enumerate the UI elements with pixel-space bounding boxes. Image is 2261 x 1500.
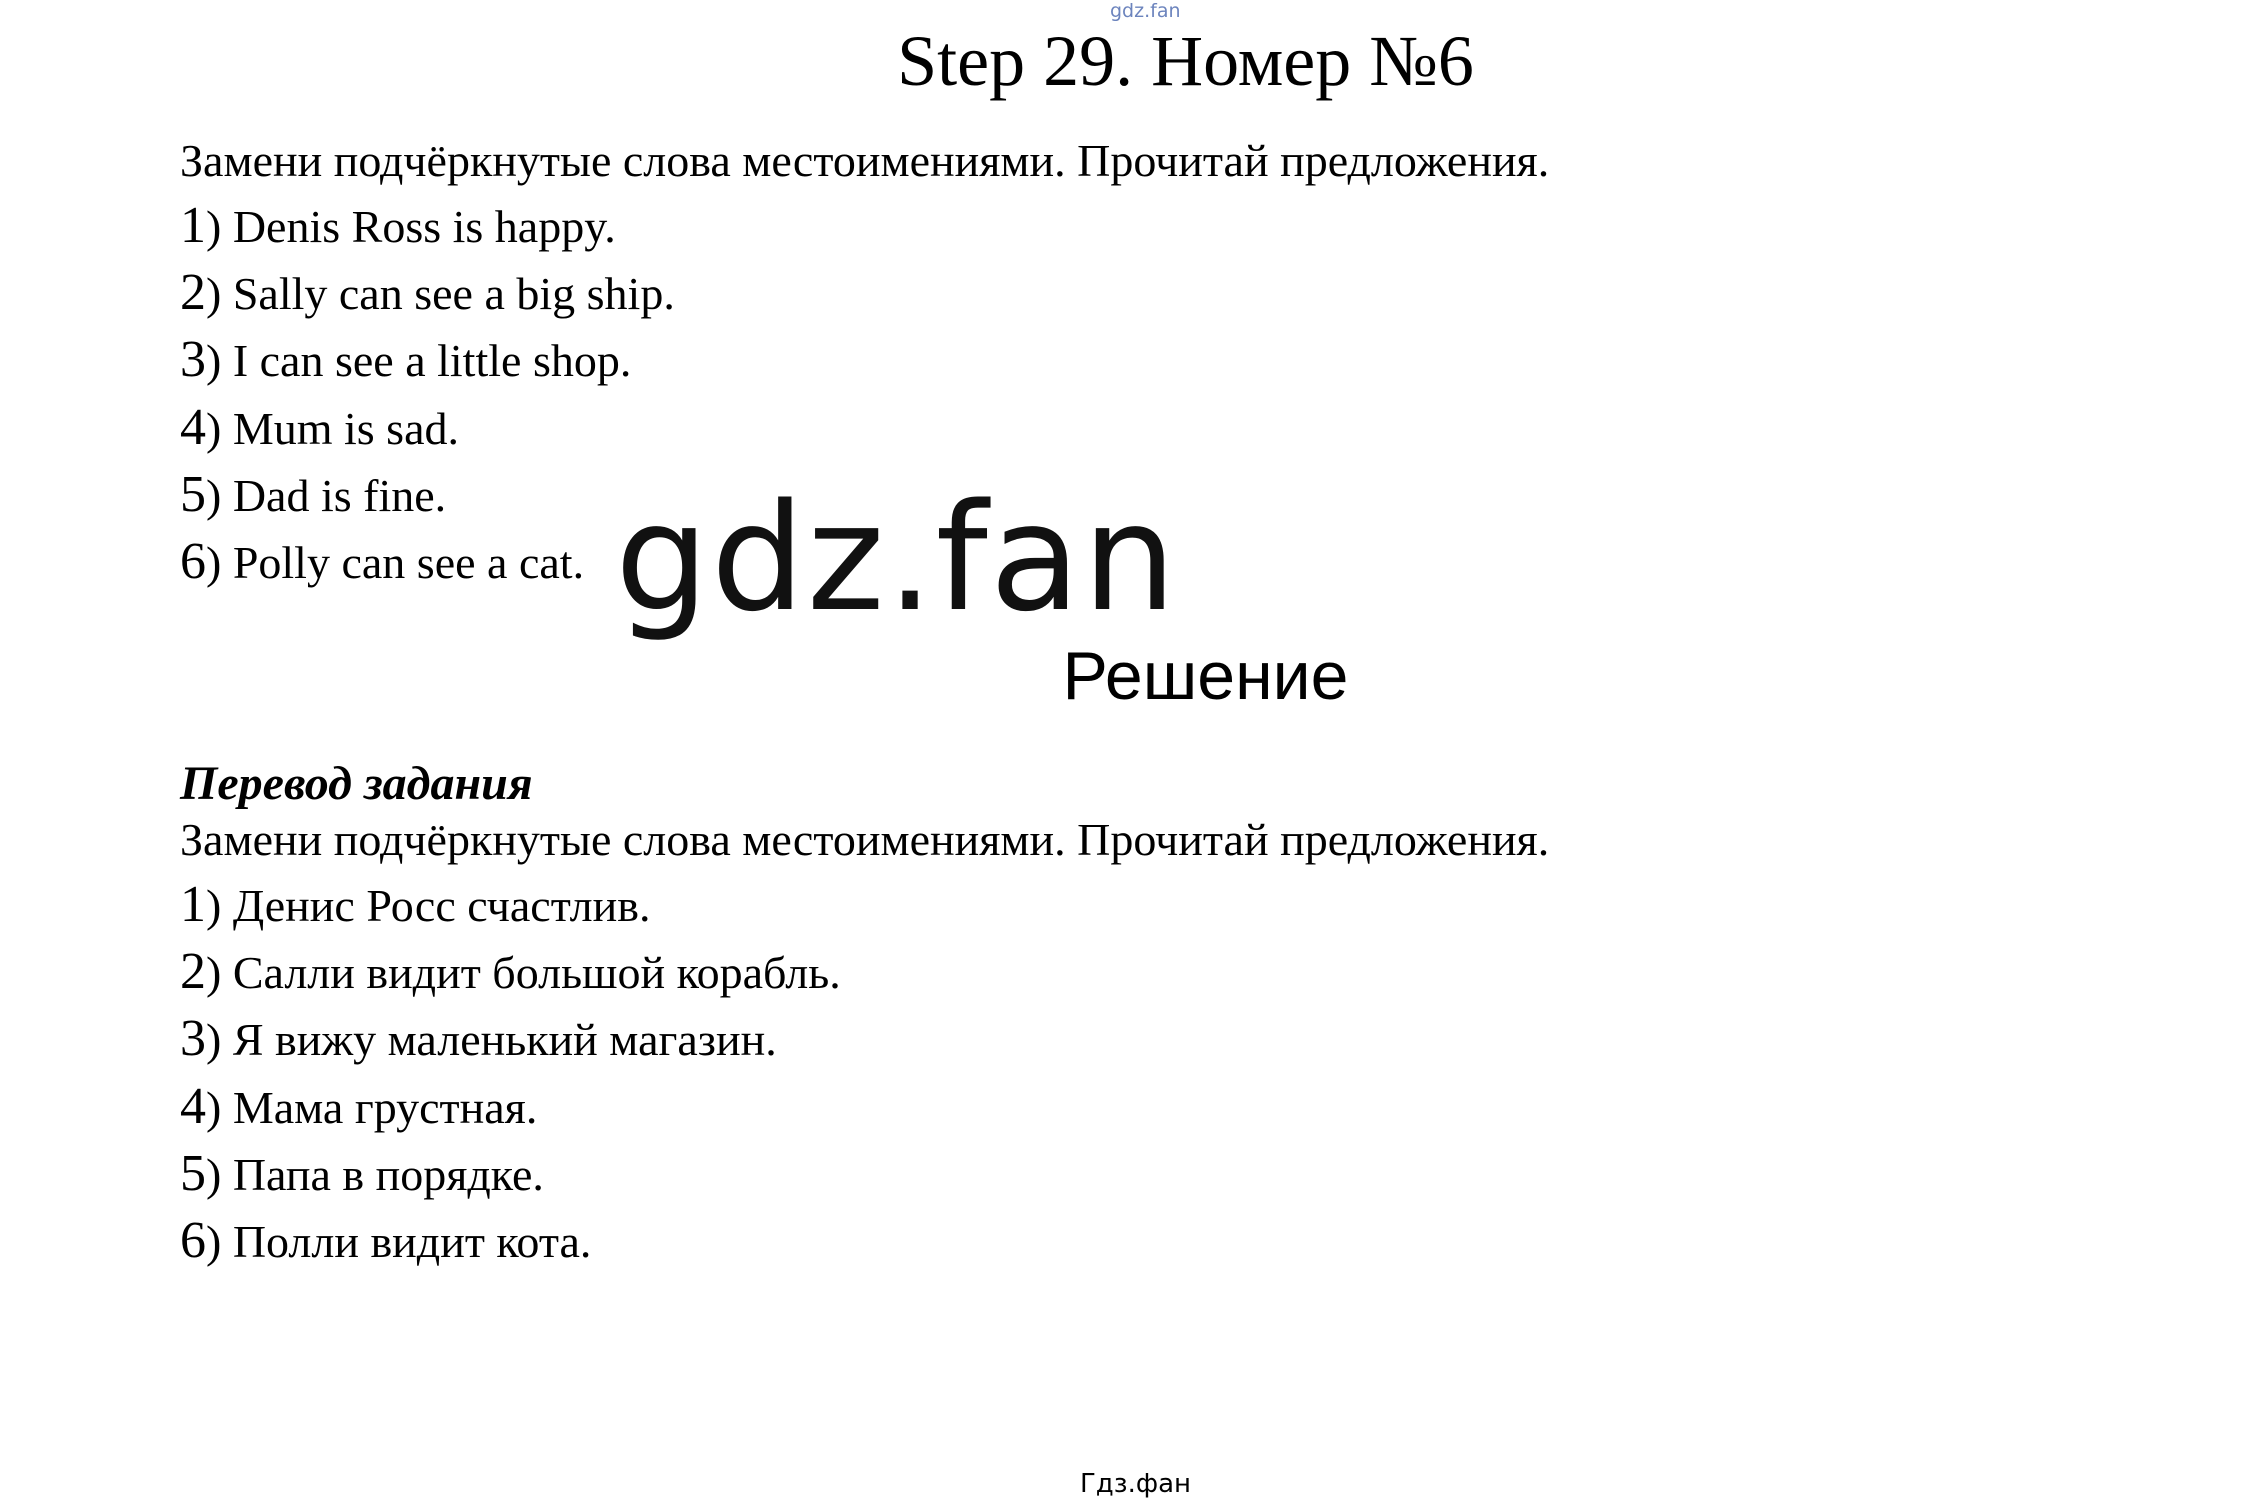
item-number: 6 xyxy=(180,1212,206,1269)
item-number: 5 xyxy=(180,466,206,523)
task-item-1 xyxy=(180,198,616,255)
task-item-5 xyxy=(180,467,446,524)
item-number: 1 xyxy=(180,876,206,933)
item-text: ) Dad is fine. xyxy=(206,470,447,521)
translation-item-5 xyxy=(180,1146,544,1203)
translation-item-4 xyxy=(180,1079,537,1136)
item-text: ) Sally can see a big ship. xyxy=(206,268,675,319)
item-number: 3 xyxy=(180,331,206,388)
item-text: ) Denis Ross is happy. xyxy=(206,201,616,252)
item-number: 4 xyxy=(180,399,206,456)
task-item-3 xyxy=(180,332,631,389)
item-text: ) Денис Росс счастлив. xyxy=(206,880,651,931)
translation-item-1 xyxy=(180,877,650,934)
item-text: ) Mum is sad. xyxy=(206,403,459,454)
item-number: 2 xyxy=(180,264,206,321)
task-item-6 xyxy=(180,534,584,591)
item-text: ) Салли видит большой корабль. xyxy=(206,947,841,998)
item-text: ) Я вижу маленький магазин. xyxy=(206,1014,777,1065)
item-number: 5 xyxy=(180,1145,206,1202)
site-watermark: gdz.fan xyxy=(615,472,1179,644)
item-number: 1 xyxy=(180,197,206,254)
translation-item-2 xyxy=(180,944,841,1001)
item-number: 2 xyxy=(180,943,206,1000)
translation-item-6 xyxy=(180,1213,591,1270)
item-number: 4 xyxy=(180,1078,206,1135)
item-text: ) Полли видит кота. xyxy=(206,1216,592,1267)
task-item-2 xyxy=(180,265,675,322)
translation-heading: Перевод задания xyxy=(180,757,533,810)
top-watermark: gdz.fan xyxy=(1110,0,1181,22)
item-text: ) I can see a little shop. xyxy=(206,335,632,386)
task-instruction: Замени подчёркнутые слова местоимениями. Прочитай предложения. xyxy=(180,135,1550,186)
item-number: 3 xyxy=(180,1010,206,1067)
solution-heading: Решение xyxy=(1062,638,1349,714)
item-number: 6 xyxy=(180,533,206,590)
item-text: ) Папа в порядке. xyxy=(206,1149,544,1200)
item-text: ) Мама грустная. xyxy=(206,1082,538,1133)
item-text: ) Polly can see a cat. xyxy=(206,537,585,588)
translation-instruction: Замени подчёркнутые слова местоимениями. Прочитай предложения. xyxy=(180,814,1550,865)
page-title: Step 29. Номер №6 xyxy=(897,21,1474,101)
footer-watermark: Гдз.фан xyxy=(1079,1469,1192,1499)
task-item-4 xyxy=(180,400,459,457)
translation-item-3 xyxy=(180,1011,777,1068)
